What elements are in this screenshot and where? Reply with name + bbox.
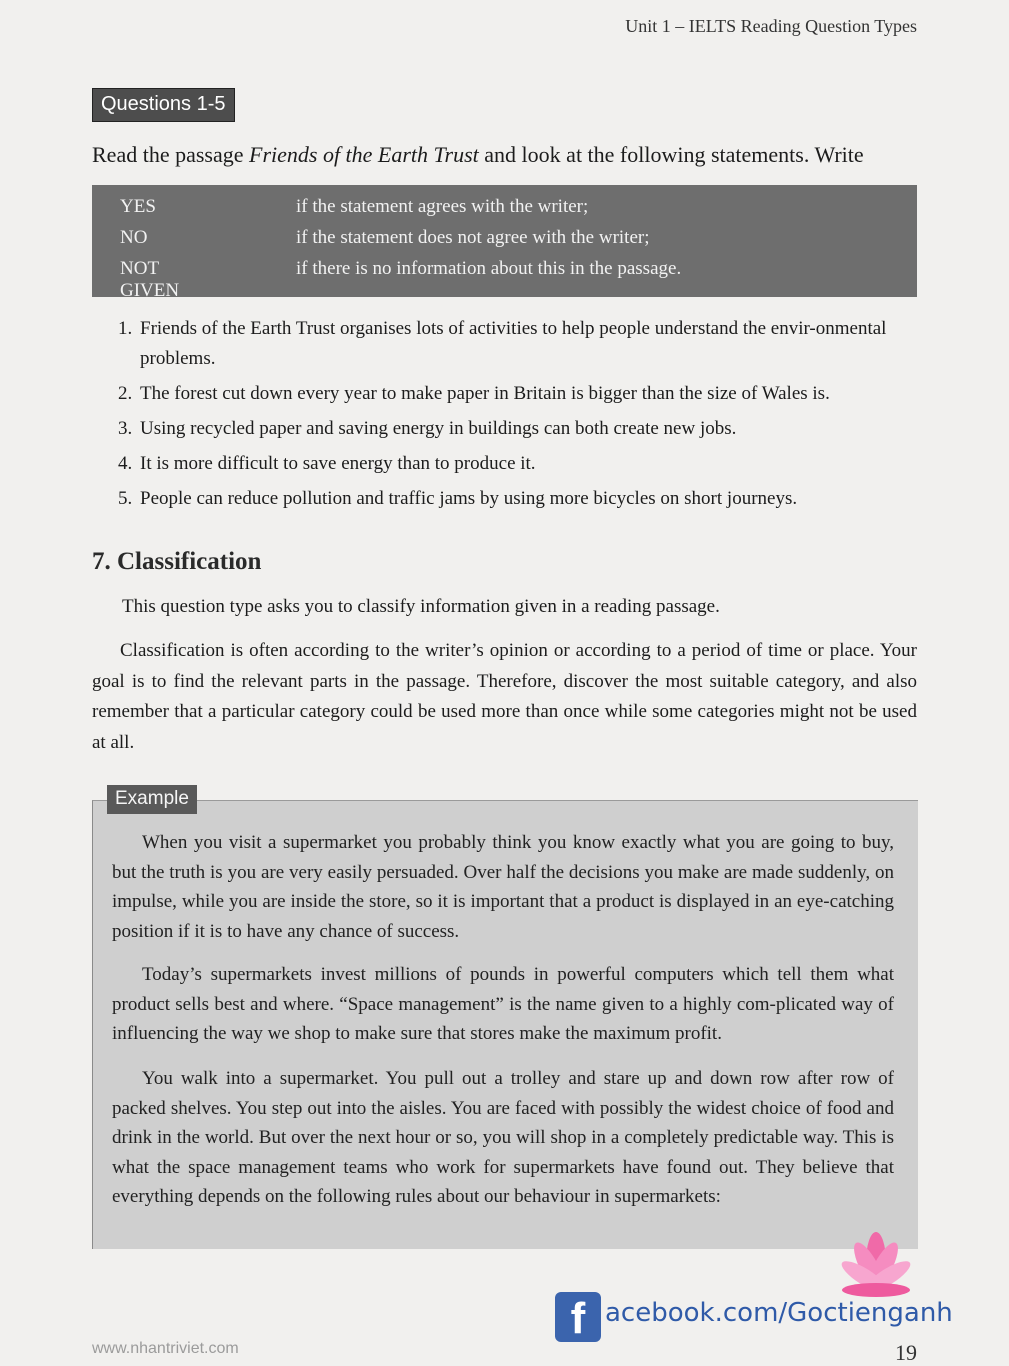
section-paragraph: Classification is often according to the writer’s opinion or according to a period of time or place. Your goal is to find the relevant parts in the passage. Therefore, discover the most suitable category, and also remember that a particular category could be used more than once while some categories might not be used at all. (92, 640, 917, 753)
page-number: 19 (895, 1340, 917, 1365)
instruction-after: and look at the following statements. Write (478, 142, 864, 167)
answer-meaning: if the statement agrees with the writer; (296, 196, 589, 217)
statement-list (118, 314, 918, 519)
answer-key: NOT GIVEN (120, 258, 180, 301)
questions-badge: Questions 1-5 (92, 88, 235, 122)
statement-item (118, 379, 918, 409)
facebook-icon: f (555, 1292, 601, 1342)
instruction-text (92, 140, 922, 170)
statement-item (118, 484, 918, 514)
statement-number: 2. (118, 383, 133, 404)
facebook-url-text: acebook.com/Goctienganh (605, 1298, 953, 1328)
passage-title: Friends of the Earth Trust (249, 142, 479, 167)
statement-text: It is more difficult to save energy than to produce it. (140, 453, 536, 474)
lotus-logo-icon (826, 1222, 926, 1302)
answer-key: YES (120, 196, 156, 217)
example-paragraph: When you visit a supermarket you probably think you know exactly what you are going to buy, but the truth is you are very easily persuaded. Over half the decisions you make are made suddenly, on impulse, while you are inside the store, so it is important that a product is displayed in an eye-catching position if it is to have any chance of success. (112, 832, 894, 942)
section-title: 7. Classification (92, 548, 262, 575)
statement-item (118, 414, 918, 444)
answer-meaning: if there is no information about this in the passage. (296, 258, 682, 279)
statement-number: 1. (118, 318, 133, 339)
answer-key-box (92, 185, 917, 301)
footer-url: www.nhantriviet.com (92, 1340, 239, 1357)
statement-number: 4. (118, 453, 133, 474)
answer-key: NO (120, 227, 148, 248)
instruction-before: Read the passage (92, 142, 249, 167)
section-intro: This question type asks you to classify information given in a reading passage. (122, 596, 720, 617)
answer-meaning: if the statement does not agree with the writer; (296, 227, 650, 248)
statement-text: Using recycled paper and saving energy in buildings can both create new jobs. (140, 418, 737, 439)
statement-text: The forest cut down every year to make paper in Britain is bigger than the size of Wales is. (140, 383, 830, 404)
statement-number: 5. (118, 488, 133, 509)
statement-text: People can reduce pollution and traffic jams by using more bicycles on short journeys. (140, 488, 798, 509)
statement-number: 3. (118, 418, 133, 439)
example-badge: Example (107, 785, 197, 814)
page-header: Unit 1 – IELTS Reading Question Types (625, 16, 917, 36)
example-paragraph: You walk into a supermarket. You pull out a trolley and stare up and down row after row of packed shelves. You step out into the aisles. You are faced with possibly the widest choice of food and drink in the world. But over the next hour or so, you will shop in a completely predictable way. This is what the space management teams who work for supermarkets have found out. They believe that everything depends on the following rules about our behaviour in supermarkets: (112, 1068, 894, 1207)
statement-text: Friends of the Earth Trust organises lots of activities to help people understand the envir-onmental problems. (140, 318, 887, 369)
statement-item (118, 449, 918, 479)
statement-item (118, 314, 918, 374)
example-paragraph: Today’s supermarkets invest millions of pounds in powerful computers which tell them what product sells best and where. “Space management” is the name given to a highly com-plicated way of influencing the way we shop to make sure that stores make the maximum profit. (112, 964, 894, 1044)
